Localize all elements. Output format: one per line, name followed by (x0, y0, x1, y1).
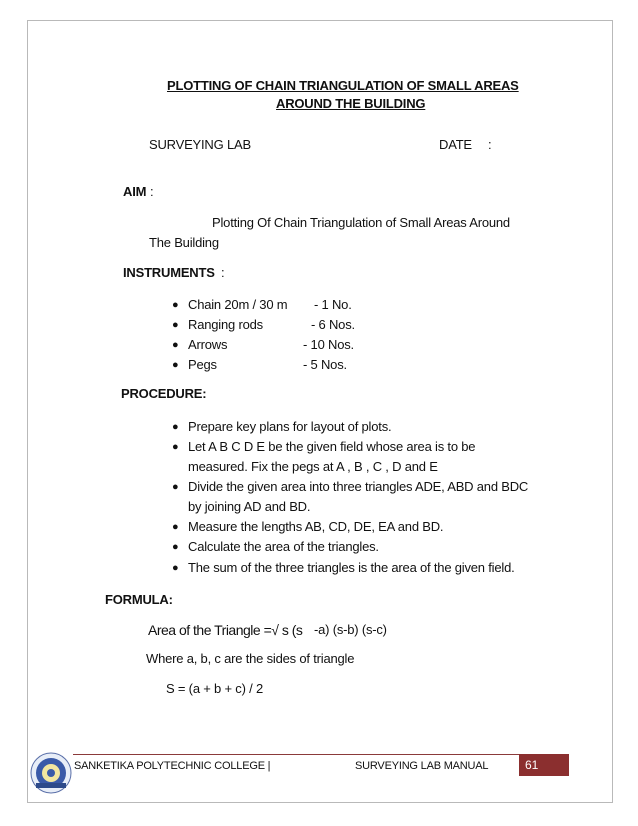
aim-text-line2: The Building (149, 235, 219, 250)
page-title-line2: AROUND THE BUILDING (276, 96, 426, 111)
formula-heading: FORMULA: (105, 592, 173, 607)
sides-description: Where a, b, c are the sides of triangle (146, 651, 355, 666)
instrument-name: Chain 20m / 30 m (188, 297, 288, 312)
page-number: 61 (525, 758, 539, 772)
procedure-step: The sum of the three triangles is the area of the given field. (188, 560, 515, 575)
instrument-qty: - 1 No. (314, 297, 352, 312)
semi-perimeter-formula: S = (a + b + c) / 2 (166, 681, 264, 696)
area-formula-label: Area of the Triangle =√ s (s (148, 622, 303, 638)
bullet-icon: ● (172, 562, 179, 574)
footer-manual-title: SURVEYING LAB MANUAL (355, 760, 489, 772)
instruments-heading: INSTRUMENTS (123, 265, 215, 280)
page-title-line1: PLOTTING OF CHAIN TRIANGULATION OF SMALL AREAS (167, 78, 519, 93)
instrument-qty: - 5 Nos. (303, 357, 347, 372)
procedure-step-continuation: measured. Fix the pegs at A , B , C , D and E (188, 459, 438, 474)
bullet-icon: ● (172, 359, 179, 371)
bullet-icon: ● (172, 421, 179, 433)
instrument-name: Ranging rods (188, 317, 263, 332)
footer-divider (73, 754, 569, 755)
instrument-qty: - 10 Nos. (303, 337, 354, 352)
bullet-icon: ● (172, 441, 179, 453)
instruments-colon: : (221, 265, 225, 280)
procedure-step: Calculate the area of the triangles. (188, 539, 379, 554)
page-border (27, 20, 613, 803)
bullet-icon: ● (172, 481, 179, 493)
page-number-badge (519, 754, 569, 776)
instrument-name: Pegs (188, 357, 217, 372)
procedure-heading: PROCEDURE: (121, 386, 207, 401)
lab-name: SURVEYING LAB (149, 137, 251, 152)
procedure-step: Prepare key plans for layout of plots. (188, 419, 392, 434)
procedure-step: Let A B C D E be the given field whose area is to be (188, 439, 476, 454)
procedure-step-continuation: by joining AD and BD. (188, 499, 311, 514)
footer-college-name: SANKETIKA POLYTECHNIC COLLEGE | (74, 760, 271, 772)
aim-colon: : (150, 184, 154, 199)
area-formula-rest: -a) (s-b) (s-c) (314, 622, 387, 637)
bullet-icon: ● (172, 541, 179, 553)
aim-text-line1: Plotting Of Chain Triangulation of Small Areas Around (212, 215, 510, 230)
bullet-icon: ● (172, 339, 179, 351)
date-colon: : (488, 137, 492, 152)
aim-heading: AIM (123, 184, 147, 199)
college-seal-logo-icon (30, 752, 72, 794)
instrument-qty: - 6 Nos. (311, 317, 355, 332)
bullet-icon: ● (172, 299, 179, 311)
procedure-step: Divide the given area into three triangles ADE, ABD and BDC (188, 479, 529, 494)
procedure-step: Measure the lengths AB, CD, DE, EA and BD. (188, 519, 444, 534)
instrument-name: Arrows (188, 337, 228, 352)
bullet-icon: ● (172, 521, 179, 533)
bullet-icon: ● (172, 319, 179, 331)
date-label: DATE (439, 137, 472, 152)
